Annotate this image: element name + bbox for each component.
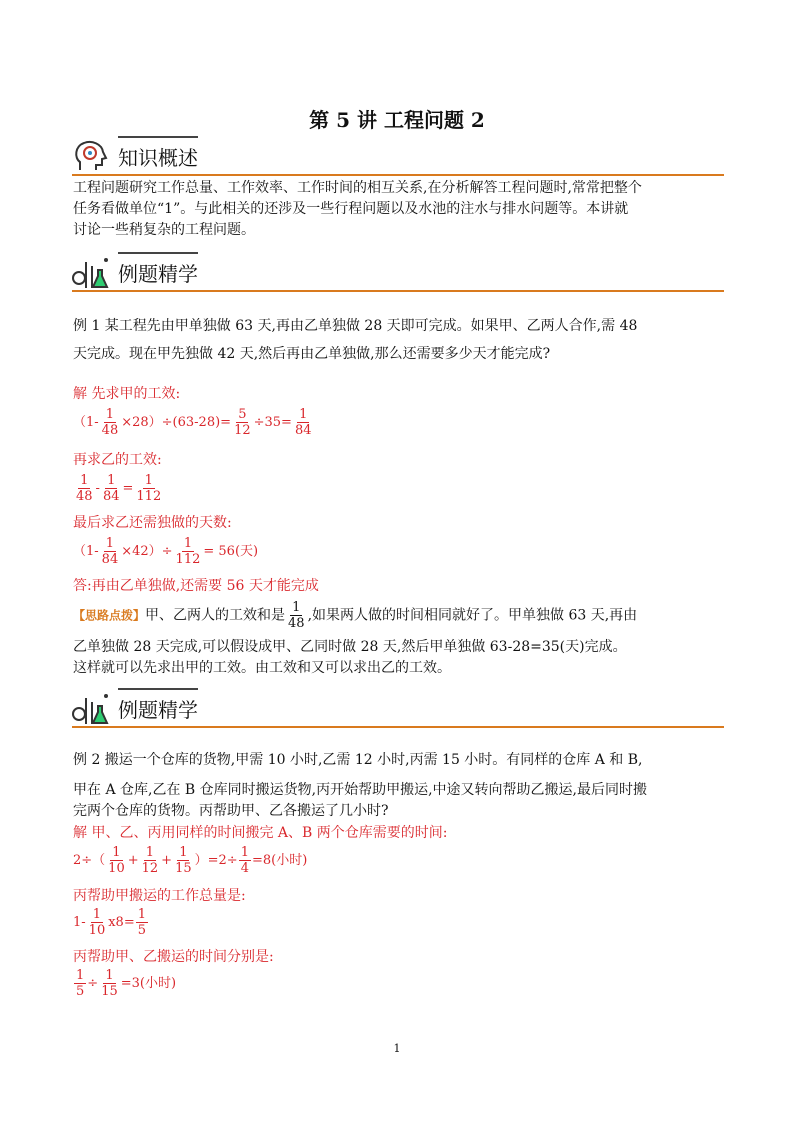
ex1-hint-line-2: 乙单独做 28 天完成,可以假设成甲、乙同时做 28 天,然后甲单独做 63-28=35(天)完成。 — [73, 639, 627, 655]
section-header-example2 — [72, 688, 724, 728]
ex2-step-3: 丙帮助甲、乙搬运的时间分别是: — [73, 949, 274, 965]
ex1-math-3: （1- $\frac{1}{84}$ ×42）÷ $\frac{1}{112}$ = 56(天) — [73, 536, 259, 567]
ex2-step-2: 丙帮助甲搬运的工作总量是: — [73, 888, 246, 904]
overview-line-1: 工程问题研究工作总量、工作效率、工作时间的相互关系,在分析解答工程问题时,常常把整个 — [73, 180, 642, 196]
ex2-step-1: 解 甲、乙、丙用同样的时间搬完 A、B 两个仓库需要的时间: — [73, 825, 448, 841]
ex2-question-line-3: 完两个仓库的货物。丙帮助甲、乙各搬运了几小时? — [73, 803, 389, 819]
ex2-question-line-2: 甲在 A 仓库,乙在 B 仓库同时搬运货物,丙开始帮助甲搬运,中途又转向帮助乙搬运,最后同时搬 — [73, 782, 647, 798]
ex1-hint-line-1: 【思路点拨】甲、乙两人的工效和是 $\frac{1}{48}$ ,如果两人做的时间相同就好了。甲单独做 63 天,再由 — [73, 600, 638, 631]
section-header-example1 — [72, 252, 724, 292]
page-title: 第 5 讲 工程问题 2 — [309, 108, 485, 132]
section-title-overview: 知识概述 — [118, 146, 198, 170]
ex1-math-2: $\frac{1}{48}$ - $\frac{1}{84}$ = $\frac{1}{112}$ — [76, 473, 162, 504]
ex1-answer: 答:再由乙单独做,还需要 56 天才能完成 — [73, 578, 319, 594]
ex1-hint-line-3: 这样就可以先求出甲的工效。由工效和又可以求出乙的工效。 — [73, 660, 451, 676]
overview-line-3: 讨论一些稍复杂的工程问题。 — [73, 222, 255, 238]
ex2-question-line-1: 例 2 搬运一个仓库的货物,甲需 10 小时,乙需 12 小时,丙需 15 小时。有同样的仓库 A 和 B, — [73, 752, 643, 768]
ex1-step-3: 最后求乙还需独做的天数: — [73, 515, 232, 531]
ex2-math-2: 1- $\frac{1}{10}$ x8= $\frac{1}{5}$ — [73, 907, 146, 938]
ex2-math-1: 2÷（ $\frac{1}{10}$ + $\frac{1}{12}$ + $\frac{1}{15}$ ）=2÷ $\frac{1}{4}$ =8(小时) — [73, 845, 308, 876]
ex2-math-3: $\frac{1}{5}$ ÷ $\frac{1}{15}$ =3(小时) — [76, 968, 177, 999]
ex1-question-line-1: 例 1 某工程先由甲单独做 63 天,再由乙单独做 28 天即可完成。如果甲、乙两人合作,需 48 — [73, 318, 638, 334]
ex1-step-1: 解 先求甲的工效: — [73, 386, 181, 402]
lab-flask-icon — [72, 254, 112, 290]
page-number: 1 — [393, 1042, 401, 1055]
section-header-overview — [72, 136, 724, 176]
hint-label: 【思路点拨】 — [73, 608, 146, 623]
section-title-example2: 例题精学 — [118, 698, 198, 722]
ex1-step-2: 再求乙的工效: — [73, 452, 162, 468]
overview-line-2: 任务看做单位“1”。与此相关的还涉及一些行程问题以及水池的注水与排水问题等。本讲就 — [73, 201, 629, 217]
section-title-example1: 例题精学 — [118, 262, 198, 286]
head-gear-icon — [72, 138, 112, 174]
ex1-question-line-2: 天完成。现在甲先独做 42 天,然后再由乙单独做,那么还需要多少天才能完成? — [73, 346, 551, 362]
lab-flask-icon — [72, 690, 112, 726]
ex1-math-1: （1- $\frac{1}{48}$ ×28）÷(63-28)= $\frac{5}{12}$ ÷35= $\frac{1}{84}$ — [73, 407, 312, 438]
